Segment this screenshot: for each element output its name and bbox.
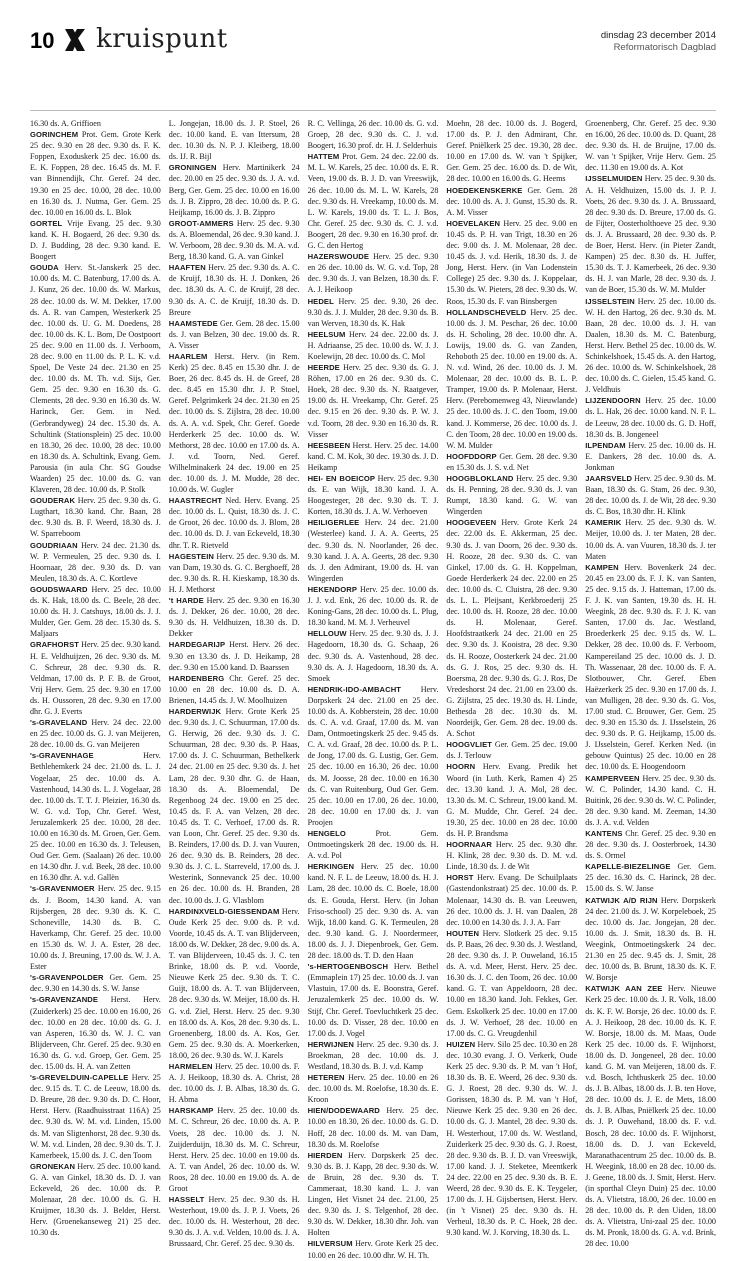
service-details: Herv. 24 dec. 21.30 ds. W. P. Vermeulen, 25 dec. 9.30 ds. I. Hoornaar, 28 dec. 9.30 ds. D. van Meulen, 18.30 ds. A. C. Kortleve: [30, 540, 161, 583]
service-entry: [308, 861, 439, 961]
service-details: R. C. Vellinga, 26 dec. 10.00 ds. G. v.d. Groep, 28 dec. 9.30 ds. C. J. v.d. Boogert, 16.30 prof. dr. H. J. Selderhuis: [307, 119, 439, 151]
place-name: KATWIJK A/D RIJN: [585, 895, 658, 905]
service-details: Herv. 25 dec. 9.30 dhr. H. Klink, 28 dec. 9.30 ds. D. M. v.d. Linde, 18.30 ds. J. de Wit: [446, 840, 578, 872]
place-name: KAPELLE-BIEZELINGE: [585, 862, 671, 872]
place-name: HAASTRECHT: [168, 496, 223, 506]
service-details: Prot. Gem. Ontmoetingskerk 28 dec. 19.00 ds. H. A. v.d. Pol: [307, 829, 439, 861]
service-entry: [30, 750, 161, 883]
service-details: Herv. 25 dec. 9.30 ds. G. Lugthart, 18.30 kand. Chr. Baan, 28 dec. 9.30 ds. B. F. Weerd, 18.30 ds. J. W. Sparreboom: [30, 496, 161, 539]
service-details: Herv. 25 dec. 9.30 ds. A. H. Veldhuizen, 15.00 ds. J. P. J. Voets, 26 dec. 9.30 ds. J. A. Brussaard, 28 dec. 9.30 ds. D. Breure, 17.00 ds. G. de Fijter, Oosterholthoeve 25 dec. 9.30 ds. J. A. Brussaard, 28 dec. 9.30 ds. P. de Boer, Herst. Herv. (in Pieter Zandt, Kampen) 25 dec. 8.30 ds. H. Juffer, 15.30 ds. T. J. Kamerbeek, 26 dec. 9.30 ds. H. J. van Marle, 28 dec. 9.30 ds. J. van de Boer, 15.30 ds. W. M. Mulder: [585, 174, 716, 295]
service-details: Herv. 25 dec. 9.30 ds. M. van Dam, 19.30 ds. G. C. Berghoeff, 28 dec. 9.30 ds. R. H. Kieskamp, 18.30 ds. H. J. Methorst: [168, 551, 300, 594]
service-entry: [585, 895, 716, 984]
place-name: HOOFDDORP: [446, 451, 497, 461]
service-entry: [30, 584, 161, 639]
place-name: HAGESTEIN: [168, 551, 214, 561]
page-number: 10: [30, 28, 55, 53]
service-entry: [308, 362, 439, 440]
place-name: JAARSVELD: [585, 474, 633, 483]
place-name: GROOT-AMMERS: [168, 218, 234, 228]
service-entry: [446, 928, 577, 1039]
service-details: L. Jongejan, 18.00 ds. J. P. Stoel, 26 dec. 10.00 kand. E. van Ittersum, 28 dec. 10.30 ds. N. P. J. Kleiberg, 18.00 ds. IJ. R. Bijl: [168, 119, 300, 162]
place-name: HUIZEN: [446, 1039, 476, 1049]
text-column-5: [585, 118, 716, 1249]
place-name: HOEDEKENSKERKE: [446, 185, 523, 195]
service-entry: [308, 828, 439, 861]
place-name: HOORN: [446, 762, 476, 772]
newspaper-name: Reformatorisch Dagblad: [613, 42, 716, 53]
place-name: GOUDSWAARD: [30, 584, 88, 594]
service-details: Ger. Gem. 25 dec. 19.00 ds. J. Terlouw: [446, 740, 578, 761]
text-column-4: [446, 118, 578, 1238]
service-entry: [308, 473, 439, 517]
page-header: [30, 22, 716, 72]
service-entry: [446, 1039, 577, 1239]
service-entry: [446, 451, 577, 473]
service-details: Herv. Dorpskerk 25 dec. 9.30 ds. B. J. Kapp, 28 dec. 9.30 ds. W. de Bruin, 28 dec. 9.30 ds. T. Cammeraat, 18.30 kand. L. J. van Lingen, Het Visnet 24 dec. 21.00, 25 dec. 9.30 ds. J. S. Telgenhof, 28 dec. 9.30 ds. W. Dekker, 18.30 dhr. Joh. van Holten: [307, 1150, 439, 1238]
place-name: HOUTEN: [446, 928, 480, 938]
place-name: HAAMSTEDE: [168, 318, 218, 328]
service-entry: [30, 972, 161, 994]
service-entry: [30, 1072, 161, 1161]
service-entry: [308, 684, 439, 828]
text-column-2: [168, 118, 300, 1249]
service-details: Moehn, 28 dec. 10.00 ds. J. Bogerd, 17.00 ds. P. J. den Admirant, Chr. Geref. Pniëlkerk 25 dec. 19.30, 28 dec. 10.00 en 17.00 ds. W. van 't Spijker, Ger. Gem. 25 dec. 16.00 ds. D. de Wit, 28 dec. 10.00 en 16.00 ds. G. Heems: [446, 119, 578, 184]
service-details: Ger. Gem. 28 dec. 9.30 en 15.30 ds. J. S. v.d. Net: [446, 451, 578, 472]
service-details: Herv. 25 dec. 9.30 ds. E. van Wijk, 18.30 kand. J. A. Hoogesteger, 28 dec. 9.30 ds. T. J. Korten, 18.30 ds. J. A. W. Verhoeven: [307, 474, 439, 517]
place-name: HOEVELAKEN: [446, 218, 501, 228]
place-name: HASSELT: [168, 1195, 205, 1205]
service-entry: [585, 861, 716, 894]
service-entry: [30, 1161, 161, 1239]
service-details: Herv. 25 dec. 9.00 en 10.45 ds. P. H. van Trigt, 18.30 en 26 dec. 9.00 ds. J. M. Molenaar, 28 dec. 10.45 ds. J. v.d. Herik, 18.30 ds. J. de Jong, Herst. Herv. (in Van Lodenstein College) 25 dec. 9.30 ds. J. Koppelaar, 15.30 ds. W. Pieters, 28 dec. 9.30 ds. W. Roos, 15.30 ds. F. van Binsbergen: [446, 218, 578, 306]
place-name: HEESBEEN: [307, 440, 351, 450]
service-entry: [169, 1061, 300, 1105]
place-name: HEKENDORP: [307, 584, 358, 594]
service-entry: [308, 961, 439, 1039]
place-name: HAZERSWOUDE: [307, 252, 370, 262]
section-title: kruispunt: [96, 24, 228, 54]
place-name: HENDRIK-IDO-AMBACHT: [307, 684, 402, 694]
place-name: GORTEL: [30, 218, 63, 228]
service-entry: [446, 872, 577, 927]
service-entry: [169, 1194, 300, 1249]
place-name: HARDERWIJK: [168, 706, 222, 716]
service-entry: [585, 473, 716, 517]
service-details: Ger. Gem. 25 dec. 9.30 en 14.30 ds. S. W. Janse: [30, 973, 161, 994]
place-name: GOUDERAK: [30, 496, 76, 506]
service-entry: [169, 1105, 300, 1194]
service-details: Prot. Gem. 24 dec. 22.00 ds. M. L. W. Karels, 25 dec. 10.00 ds. E. R. Veen, 19.00 ds. B. J. D. van Vreeswijk, 26 dec. 10.00 ds. M. L. W. Karels, 28 dec. 9.30 ds. H. Vreekamp, 10.00 ds. M. L. W. Karels, 19.00 ds. T. L. J. Bos, Chr. Geref. 25 dec. 9.30 ds. C. J. v.d. Boogert, 28 dec. 9.30 en 16.30 prof. dr. G. C. den Hertog: [307, 152, 439, 251]
service-entry: [30, 717, 161, 750]
service-entry: [169, 706, 300, 906]
place-name: 's-HERTOGENBOSCH: [307, 962, 389, 972]
place-name: HOORNAAR: [446, 840, 492, 850]
service-details: Herv. 25 dec. 9.30 ds. H. Westerhout, 19.00 ds. J. P. J. Voets, 26 dec. 10.00 ds. H. Westerhout, 28 dec. 9.30 ds. J. A. v.d. Velden, 10.00 ds. J. A. Brussaard, Chr. Geref. 25 dec. 9.30 ds.: [168, 1195, 300, 1249]
service-details: Herv. Silo 25 dec. 10.30 en 28 dec. 10.30 evang. J. O. Verkerk, Oude Kerk 25 dec. 9.30 ds. P. M. van 't Hof, 18.30 ds. B. E. Weerd, 26 dec. 9.30 ds. G. J. Roest, 28 dec. 9.30 ds. W. J. Gorissen, 18.30 ds. P. M. van 't Hof, Nieuwe Kerk 25 dec. 9.30 en 26 dec. 10.00 ds. G. J. Mantel, 28 dec. 9.30 ds. H. Westerhout, 17.00 ds. W. Westland, Zuiderkerk 25 dec. 9.30 ds. G. J. Roest, 28 dec. 9.30 ds. B. J. D. van Vreeswijk, 17.00 kand. J. J. Steketee, Meentkerk 24 dec. 22.00 en 25 dec. 9.30 ds. B. E. Weerd, 28 dec. 9.30 ds. E. K. Teygeler, 17.00 ds. J. H. Gijsbertsen, Herst. Herv. (in 't Visnet) 25 dec. 9.30 ds. H. Verheul, 18.30 ds. P. C. Hoek, 28 dec. 9.30 kand. W. J. Korving, 18.30 ds. L.: [446, 1039, 578, 1238]
service-entry: [308, 1039, 439, 1072]
place-name: GRONINGEN: [168, 163, 217, 173]
service-details: Herv. Bethel (Emmaplein 17) 25 dec. 10.00 ds. J. van Vlastuin, 17.00 ds. E. Boonstra, Geref. Jeruzalemkerk 25 dec. 10.00 ds. W. Stijf, Chr. Geref. Toevluchtkerk 25 dec. 10.00 ds. D. Visser, 28 dec. 10.00 en 17.00 ds. J. Vogel: [307, 962, 439, 1038]
service-details: Herv. 25 dec. 9.30, 26 dec. 9.30 ds. J. J. Mulder, 28 dec. 9.30 ds. B. van Werven, 18.30 ds. K. Hak: [307, 296, 439, 328]
place-name: HARDINXVELD-GIESSENDAM: [168, 906, 280, 916]
service-details: Herv. 25 dec. 10.00 kand. N. F. L. de Leeuw, 18.00 ds. H. J. Lam, 28 dec. 10.00 ds. C. Boele, 18.00 ds. E. Gouda, Herst. Herv. (in Johan Friso-school) 25 dec. 9.30 ds. A. van Wijk, 18.00 kand. G. K. Termeulen, 28 dec. 9.30 kand. G. J. Noordermeer, 18.00 ds. J. J. Diepenbroek, Ger. Gem. 28 dec. 18.00 ds. T. D. den Haan: [307, 862, 439, 961]
place-name: 't HARDE: [168, 596, 204, 606]
service-entry: [308, 1072, 439, 1105]
service-details: Vrije Evang. 25 dec. 9.30 kand. K. H. Bogaerd, 26 dec. 9.30 ds. D. J. Budding, 28 dec. 9.30 kand. E. Boogert: [30, 218, 161, 262]
service-entry: [308, 584, 439, 628]
service-details: Herv. 25 dec. 9.30 ds. H. Penning, 28 dec. 9.30 ds. J. van Rumpt, 18.30 kand. G. W. van Wingerden: [446, 474, 578, 517]
place-name: 's-GRAVENMOER: [30, 884, 95, 894]
service-details: Herv. Evang. De Schuilplaats (Gastendonkstraat) 25 dec. 10.00 ds. P. Molenaar, 14.30 ds. B. van Leeuwen, 26 dec. 10.00 ds. J. H. van Daalen, 28 dec. 10.00 en 14.30 ds. J. J. A. Farr: [446, 873, 578, 927]
service-details: Herv. 25 dec. 9.15 ds. J. Boom, 14.30 kand. A. van Rijsbergen, 28 dec. 9.30 ds. K. C. Schoneville, 14.30 ds. B. C. Haverkamp, Chr. Geref. 25 dec. 10.00 en 15.30 ds. W. J. A. Ester, 28 dec. 10.00 ds. J. Breuning, 17.00 ds. W. J. A. Ester: [30, 884, 161, 972]
service-entry: [169, 262, 300, 317]
service-entry: [30, 129, 161, 218]
service-details: Herv. 24 dec. 22.00 ds. J. H. Adriaanse, 25 dec. 10.00 ds. W. J. J. Koelewijn, 28 dec. 10.00 ds. C. Mol: [307, 329, 439, 361]
service-details: Herv. Evang. Predik het Woord (in Luth. Kerk, Ramen 4) 25 dec. 13.30 kand. J. A. Mol, 28 dec. 13.30 ds. M. C. Schreur, 19.00 kand. M. G. M. Mudde, Chr. Geref. 24 dec. 19.30, 25 dec. 10.00 en 28 dec. 10.00 ds. H. P. Brandsma: [446, 762, 578, 838]
service-entry: [169, 673, 300, 706]
place-name: HOLLANDSCHEVELD: [446, 307, 527, 317]
place-name: HILVERSUM: [307, 1239, 353, 1249]
place-name: GOUDA: [30, 263, 59, 273]
service-details: Herv. 25 dec. 9.30 ds. J. Broekman, 28 dec. 10.00 ds. J. Westland, 18.30 ds. B. J. v.d. Kamp: [307, 1039, 439, 1071]
service-details: Herv. St.-Janskerk 25 dec. 10.00 ds. M. C. Batenburg, 17.00 ds. A. J. Kunz, 26 dec. 10.00 ds. W. Markus, 28 dec. 10.00 ds. W. M. Dekker, 17.00 ds. A. R. van Campen, Westerkerk 25 dec. 10.00 ds. U. G. M. Doedens, 28 dec. 10.00 ds. K. L. Bom, De Oostpoort 25 dec. 9.00 en 11.00 ds. J. Verboom, 28 dec. 9.00 en 11.00 ds. P. L. K. v.d. Spoel, De Veste 24 dec. 21.30 en 25 dec. 10.00 ds. M. Th. v.d. Sijs, Ger. Gem. 25 dec. 9.30 en 16.30 ds. G. Clements, 28 dec. 9.30 en 16.30 ds. W. Harinck, Ger. Gem. in Ned. (Gerbrandyweg) 24 dec. 15.30 ds. A. Schultink (Stationsplein) 25 dec. 10.00 en 18.30, 26 dec. 10.00, 28 dec. 10.00 en 18.30 ds. A. Schultink, Evang. Gem. Parousia (in aula Chr. SG Goudse Waarden) 25 dec. 10.00 ds. G. van Klaveren, 28 dec. 10.00 ds. P. Stolk: [30, 263, 161, 495]
service-details: Herv. 25 dec. 9.30 ds. J. J. Hagedoorn, 18.30 ds. G. Schaap, 26 dec. 9.30 ds. A. Vastenhoud, 28 dec. 9.30 ds. A. J. Hagedoorn, 18.30 ds. A. Smoek: [307, 629, 439, 683]
service-details: Herv. Martinikerk 24 dec. 20.00 en 25 dec. 9.30 ds. J. A. v.d. Berg, Ger. Gem. 25 dec. 10.00 en 16.00 ds. J. B. Zippro, 28 dec. 10.00 ds. P. G. Heijkamp, 16.00 ds. J. B. Zippro: [168, 163, 300, 217]
place-name: HIERDEN: [307, 1150, 343, 1160]
service-entry: [446, 307, 577, 451]
place-name: HENGELO: [307, 829, 346, 838]
service-entry: [585, 440, 716, 473]
service-details: Herv. 25 dec. 9.30 en 26 dec. 10.00 ds. W. G. v.d. Top, 28 dec. 9.30 ds. J. van Belzen, 18.30 ds. F. A. J. Heikoop: [307, 252, 439, 295]
text-column-1: [30, 118, 161, 1238]
place-name: HEI- EN BOEICOP: [307, 474, 376, 483]
service-details: Herv. 25 dec. 10.00 ds. J. J. v.d. Enk, 26 dec. 10.00 ds. R. de Koning-Gans, 28 dec. 10.00 ds. L. Plug, 18.30 kand. M. M. J. Verheuvel: [307, 584, 439, 628]
place-name: HOOGBLOKLAND: [446, 474, 514, 483]
service-details: Herst. Herv. 26 dec. 9.30 en 13.30 ds. J. D. Heikamp, 28 dec. 9.30 en 15.00 kand. D. Baarssen: [168, 640, 300, 672]
place-name: HETEREN: [307, 1073, 345, 1083]
service-entry: [308, 628, 439, 683]
text-column-3: [307, 118, 439, 1260]
header-divider: [30, 110, 716, 111]
service-details: Herv. 25 dec. 10.00 ds. F. A. J. Heikoop, 18.30 ds. A. Christ, 28 dec. 10.00 ds. J. B. Albas, 18.30 ds. G. H. Abma: [168, 1061, 300, 1105]
church-services-listing: [30, 118, 716, 1260]
service-details: Herv. 25 dec. 10.00 kand. G. A. van Ginkel, 18.30 ds. D. J. van Eckeveld, 26 dec. 10.00 ds. P. Molenaar, 28 dec. 10.00 ds. G. H. Kruijmer, 18.30 ds. J. Belder, Herst. Herv. (Groenekanseweg 21) 25 dec. 10.30 ds.: [30, 1161, 161, 1238]
service-entry: [308, 1105, 439, 1149]
service-details: Ned. Herv. Evang. 25 dec. 10.00 ds. L. Quist, 18.30 ds. J. C. de Groot, 26 dec. 10.00 ds. J. Blom, 28 dec. 10.00 ds. D. J. van Eckeveld, 18.30 dhr. T. R. Rietveld: [168, 496, 300, 550]
service-entry: [308, 1238, 439, 1260]
place-name: HATTEM: [307, 152, 340, 162]
service-entry: [30, 639, 161, 717]
crossroads-logo-icon: [62, 26, 88, 54]
service-details: Herv. Bethlehemkerk 24 dec. 21.00 ds. L. J. Vogelaar, 25 dec. 10.00 ds. A. Vastenhoud, 14.30 ds. L. J. Vogelaar, 28 dec. 10.00 ds. T. T. J. Pleizier, 16.30 ds. W. G. v.d. Top, Chr. Geref. West, Jeruzalemkerk 25 dec. 10.00, 28 dec. 10.00 en 16.30 ds. M. Groen, Ger. Gem. 25 dec. 10.00 en 16.30 ds. J. Teleusen, Oud Ger. Gem. (Saalaan) 26 dec. 10.00 en 14.30 dhr. J. v.d. Beek, 28 dec. 10.00 en 16.30 dhr. A. v.d. Gallën: [30, 751, 161, 883]
place-name: GOUDRIAAN: [30, 540, 78, 550]
service-details: Prot. Gem. Grote Kerk 25 dec. 9.30 en 28 dec. 9.30 ds. F. K. Foppen, Exoduskerk 25 dec. 16.00 ds. E. K. Foppen, 28 dec. 16.45 ds. M. F. van Binnendijk, Chr. Geref. 24 dec. 19.30 en 25 dec. 10.00, 28 dec. 10.00 en 16.30 ds. J. Nutma, Ger. Gem. 25 dec. 10.00 en 16.00 ds. L. Blok: [30, 130, 161, 217]
service-details: Herv. 25 dec. 10.00 ds. M. C. Schreur, 26 dec. 10.00 ds. A. P. Voets, 28 dec. 10.00 ds. J. N. Zuijderduijn, 18.30 ds. M. C. Schreur, Herst. Herv. 25 dec. 10.00 en 19.00 ds. A. T. van Andel, 26 dec. 10.00 ds. W. Roos, 28 dec. 10.00 en 19.00 ds. A. de Groot: [168, 1106, 300, 1193]
service-details: Herv. 25 dec. 10.00 en 18.30, 26 dec. 10.00 ds. G. D. Hoff, 28 dec. 10.00 ds. M. van Dam, 18.30 ds. M. Roelofse: [307, 1106, 439, 1149]
place-name: GORINCHEM: [30, 130, 79, 140]
service-details: Herv. 25 dec. 9.30 en 16.30 ds. J. Dekker, 26 dec. 10.00, 28 dec. 9.30 ds. H. Veldhuizen, 18.30 ds. D. Dekker: [168, 596, 300, 639]
place-name: HEILIGERLEE: [307, 518, 360, 528]
service-entry: [446, 473, 577, 517]
service-details: Chr. Geref. 25 dec. 10.00 en 28 dec. 10.00 ds. D. A. Brienen, 14.45 ds. J. W. Moolhuizen: [168, 673, 300, 705]
service-entry: [169, 118, 300, 162]
service-entry: [169, 906, 300, 1061]
service-details: Herv. 25 dec. 10.00 ds. W. H. den Hartog, 26 dec. 9.30 ds. M. Baan, 28 dec. 10.00 ds. J. H. van Daalen, 18.30 ds. M. C. Batenburg, Herst. Herv. Bethel 25 dec. 10.00 ds. W. Schinkelshoek, 15.45 ds. A. den Hartog, 26 dec. 10.00 ds. W. Schinkelshoek, 28 dec. 10.00 ds. C. Gielen, 15.45 kand. G. J. Veldhuis: [585, 296, 716, 395]
service-entry: [30, 262, 161, 495]
place-name: KAMERIK: [585, 518, 622, 528]
service-details: Herv. Dorpskerk 24 dec. 21.00 en 25 dec. 10.00 ds. A. Kobberstein, 28 dec. 10.00 ds. C. A. v.d. Graaf, 17.00 ds. M. van Dam, Ontmoetingskerk 25 dec. 9.45 ds. C. A. v.d. Graaf, 28 dec. 10.00 ds. P. L. de Jong, 17.00 ds. G. Lustig, Ger. Gem. 25 dec. 10.00 en 16.30, 26 dec. 10.00 ds. M. Joosse, 28 dec. 10.00 en 16.30 ds. C. van Ruitenburg, Oud Ger. Gem. 25 dec. 10.00 en 17.00, 26 dec. 10.00, 28 dec. 10.00 en 17.00 ds. J. van Proojen: [307, 684, 439, 827]
service-entry: [308, 517, 439, 584]
place-name: KATWIJK AAN ZEE: [585, 984, 663, 994]
place-name: ILPENDAM: [585, 440, 626, 450]
place-name: HELLOUW: [307, 629, 347, 639]
place-name: HEDEL: [307, 296, 334, 306]
service-details: Ger. Gem. 25 dec. 16.30 ds. C. Harinck, 28 dec. 15.00 ds. S. W. Janse: [585, 862, 716, 894]
service-details: Herst. Herv. 25 dec. 14.00 kand. C. M. Kok, 30 dec. 19.30 ds. J. D. Heikamp: [307, 440, 439, 472]
place-name: HERKINGEN: [307, 862, 355, 872]
place-name: HAARLEM: [168, 351, 208, 361]
place-name: 's-GRAVELAND: [30, 718, 88, 728]
place-name: HAAFTEN: [168, 263, 206, 273]
place-name: GRAFHORST: [30, 640, 79, 650]
service-details: Herv. Slotkerk 25 dec. 9.15 ds. P. Baas, 26 dec. 9.30 ds. J. Westland, 28 dec. 9.30 ds. J. P. Ouweland, 16.15 ds. A. v.d. Meer, Herst. Herv. 25 dec. 16.30 ds. J. C. den Toom, 26 dec. 10.00 kand. G. T. van Appeldoorn, 28 dec. 10.00 en 18.30 kand. Joh. Fekkes, Ger. Gem. Eskolkerk 25 dec. 10.00 en 17.00 ds. J. W. Verhoef, 28 dec. 10.00 en 17.00 ds. C. G. Vreugdenhil: [446, 928, 578, 1038]
place-name: 's-GRAVENZANDE: [30, 995, 99, 1005]
service-entry: [308, 440, 439, 473]
place-name: GRONEKAN: [30, 1161, 76, 1171]
service-entry: [30, 118, 161, 129]
service-details: Ger. Gem. 28 dec. 10.00 ds. A. J. Gunst, 15.30 ds. R. A. M. Visser: [446, 185, 578, 217]
service-entry: [30, 994, 161, 1072]
service-details: Herv. 25 dec. 9.30 ds. M. Baan, 18.30 ds. G. Stam, 26 dec. 9.30, 28 dec. 10.00 ds. J. de Wit, 28 dec. 9.30 ds. C. Bos, 18.30 dhr. H. Klink: [585, 474, 716, 517]
service-details: Herv. Nieuwe Kerk 25 dec. 10.00 ds. J. R. Volk, 18.00 ds. K. F. W. Borsje, 26 dec. 10.00 ds. F. A. J. Heikoop, 28 dec. 10.00 ds. K. F. W. Borsje, 18.00 ds. M. Maas, Oude Kerk 25 dec. 10.00 ds. F. Wijnhorst, 18.00 ds. D. Jongeneel, 28 dec. 10.00 kand. G. M. van Meijeren, 18.00 ds. F. v.d. Bosch, Ichthuskerk 25 dec. 10.00 ds. J. B. Albas, 18.00 ds. J. B. ten Hove, 28 dec. 10.00 ds. J. E. de Mets, 18.00 ds. J. B. Albas, Pniëlkerk 25 dec. 10.00 ds. J. P. Ouwehand, 18.00 ds. F. v.d. Bosch, 28 dec. 10.00 ds. F. Wijnhorst, 18.00 ds. D. J. van Eckeveld, Maranathacentrum 25 dec. 10.00 ds. B. H. Weegink, 18.00 en 28 dec. 10.00 ds. J. Geene, 18.00 ds. J. Smit, Herst. Herv. (in sporthal Cleyn Duin) 25 dec. 10.00 ds. A. Vlietstra, 18.00, 26 dec. 10.00 en 28 dec. 10.00 ds. P. den Uiden, 18.00 ds. A. Vlietstra, Uni-zaal 25 dec. 10.00 ds. M. Pronk, 18.00 ds. G. A. v.d. Brink, 28 dec. 10.00: [585, 984, 716, 1249]
place-name: HARMELEN: [168, 1061, 213, 1071]
service-details: Herv. Dorpskerk 24 dec. 21.00 ds. J. W. Korpeleboek, 25 dec. 10.00 ds. Jac. Jongejan, 28 dec. 10.00 ds. J. Smit, 18.30 ds. B. H. Weegink, Ontmoetingskerk 24 dec. 21.30 en 25 dec. 9.45 ds. J. Smit, 28 dec. 10.00 ds. B. Brunt, 18.30 ds. K. F. W. Borsje: [585, 895, 716, 983]
service-entry: [446, 839, 577, 872]
service-entry: [585, 395, 716, 439]
service-details: Herv. 25 dec. 9.30 kand. H. E. Veldhuijzen, 26 dec. 9.30 ds. M. C. Schreur, 28 dec. 9.30 ds. R. Veldman, 17.00 ds. P. F. B. de Groot, Vrij Herv. Gem. 25 dec. 9.30 en 17.00 ds. H. Oussoren, 28 dec. 9.30 en 17.00 dhr. G. J. Everts: [30, 640, 161, 716]
service-entry: [585, 517, 716, 561]
service-entry: [169, 318, 300, 351]
service-details: Herv. Grote Kerk 24 dec. 22.00 ds. E. Akkerman, 25 dec. 9.30 ds. J. van Doorn, 26 dec. 9.30 ds. H. Rooze, 28 dec. 9.30 ds. C. van Ginkel, 17.00 ds. G. H. Koppelman, Goede Herderkerk 24 dec. 22.00 en 25 dec. 10.00 ds. C. Cluistra, 28 dec. 9.30 ds. L. L. Pleijsant, Kerkbroederij 25 dec. 10.00 ds. H. Rooze, 28 dec. 10.00 ds. H. Molenaar, Geref. Hoofdstraatkerk 24 dec. 21.00 en 25 dec. 9.30 ds. J. Kooistra, 28 dec. 9.30 ds. H. Rooze, Oosterkerk 24 dec. 21.00 ds. G. J. Ros, 25 dec. 9.30 ds. H. Boersma, 28 dec. 9.30 ds. G. J. Ros, De Vredeshorst 24 dec. 21.00 en 23.00 ds. G. Zijlstra, 25 dec. 19.30 ds. H. Linde, Bethesda 28 dec. 10.30 ds. M. Noordeijk, Ger. Gem. 28 dec. 19.00 ds. A. Schot: [446, 518, 578, 739]
service-entry: [446, 739, 577, 761]
service-details: Chr. Geref. 25 dec. 9.30 en 28 dec. 9.30 ds. J. Oosterbroek, 14.30 ds. S. Ormel: [585, 829, 716, 861]
place-name: IJSSELMUIDEN: [585, 174, 643, 184]
issue-date: dinsdag 23 december 2014: [600, 30, 716, 41]
service-entry: [30, 495, 161, 539]
service-details: Herv. 25 dec. 9.30 ds. A. Bloemendal, 26 dec. 9.30 kand. J. W. Verboom, 28 dec. 9.30 ds. M. A. v.d. Berg, 18.30 kand. G. A. van Ginkel: [168, 218, 300, 262]
place-name: KAMPERVEEN: [585, 773, 640, 783]
service-details: Herv. 25 dec. 9.15 ds. T. C. de Leeuw, 18.00 ds. D. Breure, 28 dec. 9.30 ds. D. C. Hoor, Herst. Herv. (Raadhuisstraat 116A) 25 dec. 9.30 ds. W. M. v.d. Linden, 15.00 ds. M. van Sligtenhorst, 28 dec. 9.30 ds. W. M. v.d. Linden, 28 dec. 9.30 ds. T. J. Kamerbeek, 15.00 ds. J. C. den Toom: [30, 1073, 161, 1160]
service-entry: [169, 162, 300, 217]
place-name: HIEN/DODEWAARD: [307, 1106, 380, 1116]
service-entry: [30, 218, 161, 262]
service-details: Herv. 25 dec. 9.30 ds. W. Meijer, 10.00 ds. J. ter Maten, 28 dec. 10.00 ds. A. van Vuuren, 18.30 ds. J. ter Maten: [585, 518, 716, 561]
service-entry: [446, 218, 577, 307]
place-name: HOOGVLIET: [446, 740, 493, 750]
place-name: HEERDE: [307, 363, 340, 373]
service-entry: [446, 761, 577, 839]
service-details: Herv. Grote Kerk 25 dec. 9.30 ds. J. C. Schuurman, 17.00 ds. G. Herwig, 26 dec. 9.30 ds. J. C. Schuurman, 28 dec. 9.30 ds. P. Haas, 17.00 ds. J. C. Schuurman, Bethelkerk 24 dec. 21.00 en 25 dec. 9.30 ds. J. het Lam, 28 dec. 9.30 dhr. G. de Haan, 18.30 ds. A. Bloemendal, De Regenboog 24 dec. 19.00 en 25 dec. 10.45 ds. F. A. van Velzen, 28 dec. 10.45 ds. T. C. Verhoef, 17.00 ds. R. van Loon, Chr. Geref. 25 dec. 9.30 ds. B. Reinders, 17.00 ds. D. J. van Vuuren, 26 dec. 9.30 ds. B. Reinders, 28 dec. 9.30 ds. J. C. L. Starreveld, 17.00 ds. J. Westerink, Sonnevanck 25 dec. 10.00 en 26 dec. 10.00 ds. H. Branden, 28 dec. 10.00 ds. J. G. Vlasblom: [168, 706, 300, 905]
service-details: Ger. Gem. 28 dec. 15.00 ds. J. van Belzen, 30 dec. 19.00 ds. R. A. Visser: [168, 318, 300, 350]
service-entry: [169, 218, 300, 262]
place-name: 's-GRAVENPOLDER: [30, 973, 104, 983]
place-name: KAMPEN: [585, 562, 619, 572]
service-entry: [308, 1150, 439, 1239]
service-details: Herv. Grote Kerk 25 dec. 10.00 en 26 dec. 10.00 dhr. W. H. Th.: [307, 1239, 439, 1260]
service-entry: [169, 551, 300, 595]
service-details: Herv. 24 dec. 22.00 en 25 dec. 10.00 ds. G. J. van Meijeren, 28 dec. 10.00 ds. G. van Meijeren: [30, 718, 161, 750]
place-name: 's-GREVELDUIN-CAPELLE: [30, 1073, 129, 1083]
service-details: Herv. 25 dec. 10.00 ds. H. E. Dankers, 28 dec. 10.00 ds. A. Jonkman: [585, 440, 716, 472]
place-name: 's-GRAVENHAGE: [30, 751, 94, 761]
service-details: Herv. 25 dec. 9.30 ds. G. J. Röhen, 17.00 en 26 dec. 9.30 ds. C. Hoek, 28 dec. 9.30 ds. N. Raatgever, 19.00 ds. H. Vreekamp, Chr. Geref. 25 dec. 9.15 en 26 dec. 9.30 ds. P. W. J. v.d. Toorn, 28 dec. 9.30 en 16.30 ds. R. Visser: [307, 363, 439, 439]
service-details: Herv. Bovenkerk 24 dec. 20.45 en 23.00 ds. F. J. K. van Santen, 25 dec. 9.15 ds. J. Hatteman, 17.00 ds. F. J. K. van Santen, 19.30 ds. H. H. Weegink, 28 dec. 9.30 ds. F. J. K. van Santen, 17.00 ds. Jac. Westland, Broederkerk 25 dec. 9.15 ds. W. L. Dekker, 28 dec. 10.00 ds. F. Verboom, Kampereiland 25 dec. 10.00 ds. J. D. Th. Wassenaar, 28 dec. 10.00 ds. F. A. Slotbouwer, Chr. Geref. Eben Haëzerkerk 25 dec. 9.30 en 17.00 ds. J. van Mulligen, 28 dec. 9.30 ds. G. Vos, 17.00 stud. C. Brouwer, Ger. Gem. 25 dec. 9.30 en 15.30 ds. J. IJsselstein, 26 dec. 9.30 ds. P. G. Heijkamp, 15.00 ds. J. IJsselstein, Geref. Kerken Ned. (in gebouw Quintus) 25 dec. 10.00 en 28 dec. 10.00 ds. E. Hoogendoorn: [585, 562, 716, 772]
service-details: 16.30 ds. A. Griffioen: [30, 119, 101, 128]
service-details: Herv. 24 dec. 21.00 (Westerlee) kand. J. A. A. Geerts, 25 dec. 9.30 ds. N. Noorlander, 26 dec. 9.30 kand. J. A. A. Geerts, 28 dec. 9.30 ds. J. den Admirant, 19.00 ds. H. van Wingerden: [307, 518, 439, 583]
place-name: HARDEGARIJP: [168, 640, 226, 650]
service-details: Herv. Oude Kerk 25 dec. 9.00 ds. P. v.d. Voorde, 10.45 ds. A. T. van Blijderveen, 18.00 ds. W. Dekker, 28 dec. 9.00 ds. A. T. van Blijderveen, 10.45 ds. J. C. ten Brinke, 18.00 ds. P. v.d. Voorde, Nieuwe Kerk 25 dec. 9.30 ds. T. C. Guijt, 18.00 ds. A. T. van Blijderveen, 28 dec. 9.30 ds. W. Meijer, 18.00 ds. H. G. v.d. Ziel, Herst. Herv. 25 dec. 9.30 en 18.00 ds. A. Kos, 28 dec. 9.30 ds. L. Groenenberg, 18.00 ds. A. Kos, Ger. Gem. 25 dec. 9.30 ds. A. Moerkerken, 18.00, 26 dec. 9.30 ds. W. J. Karels: [168, 906, 300, 1060]
service-entry: [30, 540, 161, 584]
place-name: HARSKAMP: [168, 1106, 214, 1116]
service-details: Herv. 25 dec. 9.30 ds. W. C. Polinder, 14.30 kand. C. H. Buitink, 26 dec. 9.30 ds. W. C. Polinder, 28 dec. 9.30 kand. M. Zeeman, 14.30 ds. J. A. v.d. Velden: [585, 773, 716, 827]
service-entry: [169, 495, 300, 550]
service-details: Herst. Herv. (in Rem. Kerk) 25 dec. 8.45 en 15.30 dhr. J. de Boer, 26 dec. 8.45 ds. H. de Greef, 28 dec. 8.45 en 15.30 dhr. J. P. Stoel, Geref. Pelgrimkerk 24 dec. 21.30 en 25 dec. 10.00 ds. S. Zijlstra, 28 dec. 10.00 ds. A. A. v.d. Spek, Chr. Geref. Goede Herderkerk 25 dec. 10.00 ds. W. Methorst, 28 dec. 10.00 en 17.00 ds. A. J. v.d. Toorn, Ned. Geref. Wilhelminakerk 24 dec. 19.00 en 25 dec. 10.00 ds. J. M. Mudde, 28 dec. 10.00 ds. W. Gugler: [168, 351, 300, 495]
service-entry: [446, 517, 577, 739]
place-name: HERWIJNEN: [307, 1039, 354, 1049]
service-entry: [585, 983, 716, 1249]
place-name: KANTENS: [585, 829, 623, 838]
place-name: HEELSUM: [307, 329, 346, 339]
service-entry: [585, 296, 716, 396]
service-entry: [30, 883, 161, 972]
place-name: LIJZENDOORN: [585, 396, 641, 406]
place-name: HORST: [446, 873, 474, 883]
service-entry: [585, 828, 716, 861]
service-entry: [308, 329, 439, 362]
place-name: HOOGEVEEN: [446, 518, 497, 528]
service-entry: [308, 118, 439, 151]
service-details: Herv. 25 dec. 10.00 ds. L. Hak, 26 dec. 10.00 kand. N. F. L. de Leeuw, 28 dec. 10.00 ds. G. D. Hoff, 18.30 ds. B. Jongeneel: [585, 396, 716, 439]
service-entry: [308, 296, 439, 329]
place-name: IJSSELSTEIN: [585, 296, 635, 306]
service-details: Herv. 25 dec. 9.30 ds. A. C. de Kruijf, 18.30 ds. H. J. Donken, 26 dec. 18.30 ds. A. C. de Kruijf, 28 dec. 9.30 ds. A. C. de Kruijf, 18.30 ds. D. Breure: [168, 263, 300, 317]
service-entry: [308, 251, 439, 295]
service-entry: [446, 118, 577, 185]
service-entry: [585, 562, 716, 773]
service-entry: [169, 639, 300, 672]
service-details: Herv. 25 dec. 10.00 ds. J. M. Peschar, 26 dec. 10.00 ds. H. Scholing, 28 dec. 10.00 dhr. A. Lowijs, 19.00 ds. G. van Zanden, Rehoboth 25 dec. 10.00 en 19.00 ds. A. N. v.d. Wind, 26 dec. 10.00 ds. J. M. Molenaar, 28 dec. 10.00 ds. B. L. P. Tramper, 19.00 ds. P. Molenaar, Herst. Herv. (Perebomenweg 43, Nieuwlande) 25 dec. 10.00 ds. J. C. den Toom, 19.00 kand. J. Kommerse, 26 dec. 10.00 ds. J. C. den Toom, 28 dec. 10.00 en 19.00 ds. W. M. Mulder: [446, 307, 578, 450]
service-entry: [585, 773, 716, 828]
service-details: Groenenberg, Chr. Geref. 25 dec. 9.30 en 16.00, 26 dec. 10.00 ds. D. Quant, 28 dec. 9.30 ds. H. de Bruijne, 17.00 ds. W. van 't Spijker, Vrije Herv. Gem. 25 dec. 11.30 en 19.00 ds. A. Kot: [585, 119, 716, 173]
service-entry: [308, 151, 439, 251]
service-details: Herv. 25 dec. 10.00 en 26 dec. 10.00 ds. M. Roelofse, 18.30 ds. E. Kroon: [307, 1073, 439, 1105]
service-details: Herst. Herv. (Zuiderkerk) 25 dec. 10.00 en 16.00, 26 dec. 10.00 en 28 dec. 10.00 ds. G. J. van Asperen, 16.30 ds. W. J. C. van Blijderveen, Chr. Geref. 25 dec. 9.30 en 16.30 ds. G. v.d. Groep, Ger. Gem. 25 dec. 15.00 ds. H. A. van Zetten: [30, 995, 161, 1071]
service-entry: [585, 173, 716, 295]
service-details: Herv. 25 dec. 10.00 ds. K. Hak, 18.00 ds. C. Beele, 28 dec. 10.00 ds. H. J. Catshuys, 18.00 ds. J. J. Mulder, Ger. Gem. 28 dec. 15.30 ds. S. Maljaars: [30, 584, 161, 639]
service-entry: [169, 351, 300, 495]
service-entry: [446, 185, 577, 218]
service-entry: [169, 595, 300, 639]
place-name: HARDENBERG: [168, 673, 225, 683]
service-entry: [585, 118, 716, 173]
